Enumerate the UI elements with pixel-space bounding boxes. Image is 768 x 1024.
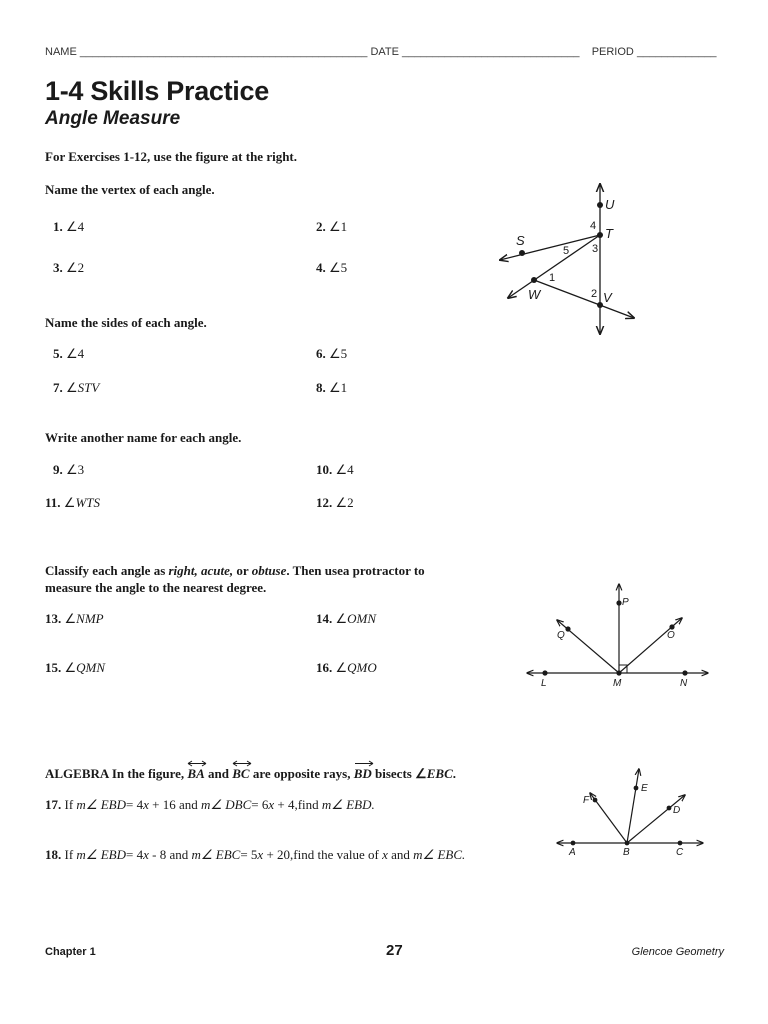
figure-1-lines [490,178,650,338]
point-q-label: Q [557,630,565,641]
exercise-18: 18. If m∠ EBD= 4x - 8 and m∠ EBC= 5x + 20,find the value of x and m∠ EBC. [45,847,466,862]
exercise-13: 13. ∠NMP [45,611,104,626]
footer-book-title: Glencoe Geometry [631,946,724,958]
exercise-9: 9. ∠3 [53,462,85,477]
point-c-label: C [676,847,684,858]
figure-2-lines [525,580,710,685]
angle-3-label: 3 [592,243,599,255]
exercise-7: 7. ∠STV [53,380,100,395]
point-a-label: A [569,847,576,858]
name-label: NAME [45,46,77,58]
section4-instruction: Classify each angle as right, acute, or obtuse. Then usea protractor to measure the angle to the nearest degree. [45,563,425,595]
header-fields [45,46,725,58]
angle-1-label: 1 [549,272,556,284]
exercise-8: 8. ∠1 [316,380,348,395]
point-d-label: D [673,805,681,816]
ray-bc: BC [232,766,250,781]
footer-page-number: 27 [386,942,403,959]
exercise-5: 5. ∠4 [53,346,85,361]
angle-5-label: 5 [563,245,570,257]
point-n-label: N [680,678,688,689]
section3-instruction: Write another name for each angle. [45,430,242,445]
ray-bd: BD [353,766,372,781]
exercise-11: 11. ∠WTS [45,495,101,510]
footer-chapter: Chapter 1 [45,946,96,958]
point-o-label: O [667,630,675,641]
page-subtitle: Angle Measure [45,108,181,129]
point-t-label: T [605,226,613,241]
point-s-label: S [516,233,525,248]
period-line: _____________ [636,46,717,58]
exercise-15: 15. ∠QMN [45,660,106,675]
exercise-12: 12. ∠2 [316,495,354,510]
exercise-16: 16. ∠QMO [316,660,377,675]
exercise-17: 17. If m∠ EBD= 4x + 16 and m∠ DBC= 6x + 4,find m∠ EBD. [45,797,375,812]
figure-3-lines [555,765,705,855]
point-l-label: L [541,678,547,689]
section5-instruction: ALGEBRA In the figure, BA and BC are opposite rays, BD bisects ∠EBC. [45,763,456,782]
page-title: 1-4 Skills Practice [45,76,269,106]
point-v-label: V [603,290,612,305]
point-m-label: M [613,678,622,689]
section2-instruction: Name the sides of each angle. [45,315,207,330]
period-label: PERIOD [591,46,634,58]
exercise-2: 2. ∠1 [316,219,348,234]
exercise-3: 3. ∠2 [53,260,85,275]
point-w-label: W [528,287,541,302]
point-b-label: B [623,847,630,858]
exercise-10: 10. ∠4 [316,462,354,477]
point-p-label: P [622,597,629,608]
intro-instruction: For Exercises 1-12, use the figure at the right. [45,149,298,164]
exercise-6: 6. ∠5 [316,346,348,361]
exercise-1: 1. ∠4 [53,219,85,234]
exercise-4: 4. ∠5 [316,260,348,275]
name-line: _______________________________________________ [79,46,368,58]
point-e-label: E [641,783,648,794]
angle-2-label: 2 [591,288,598,300]
point-f-label: F [583,795,590,806]
date-line: _____________________________ [402,46,580,58]
date-label: DATE [370,46,399,58]
ray-ba: BA [187,766,205,781]
section1-instruction: Name the vertex of each angle. [45,182,215,197]
angle-4-label: 4 [590,220,597,232]
exercise-14: 14. ∠OMN [316,611,377,626]
point-u-label: U [605,197,615,212]
